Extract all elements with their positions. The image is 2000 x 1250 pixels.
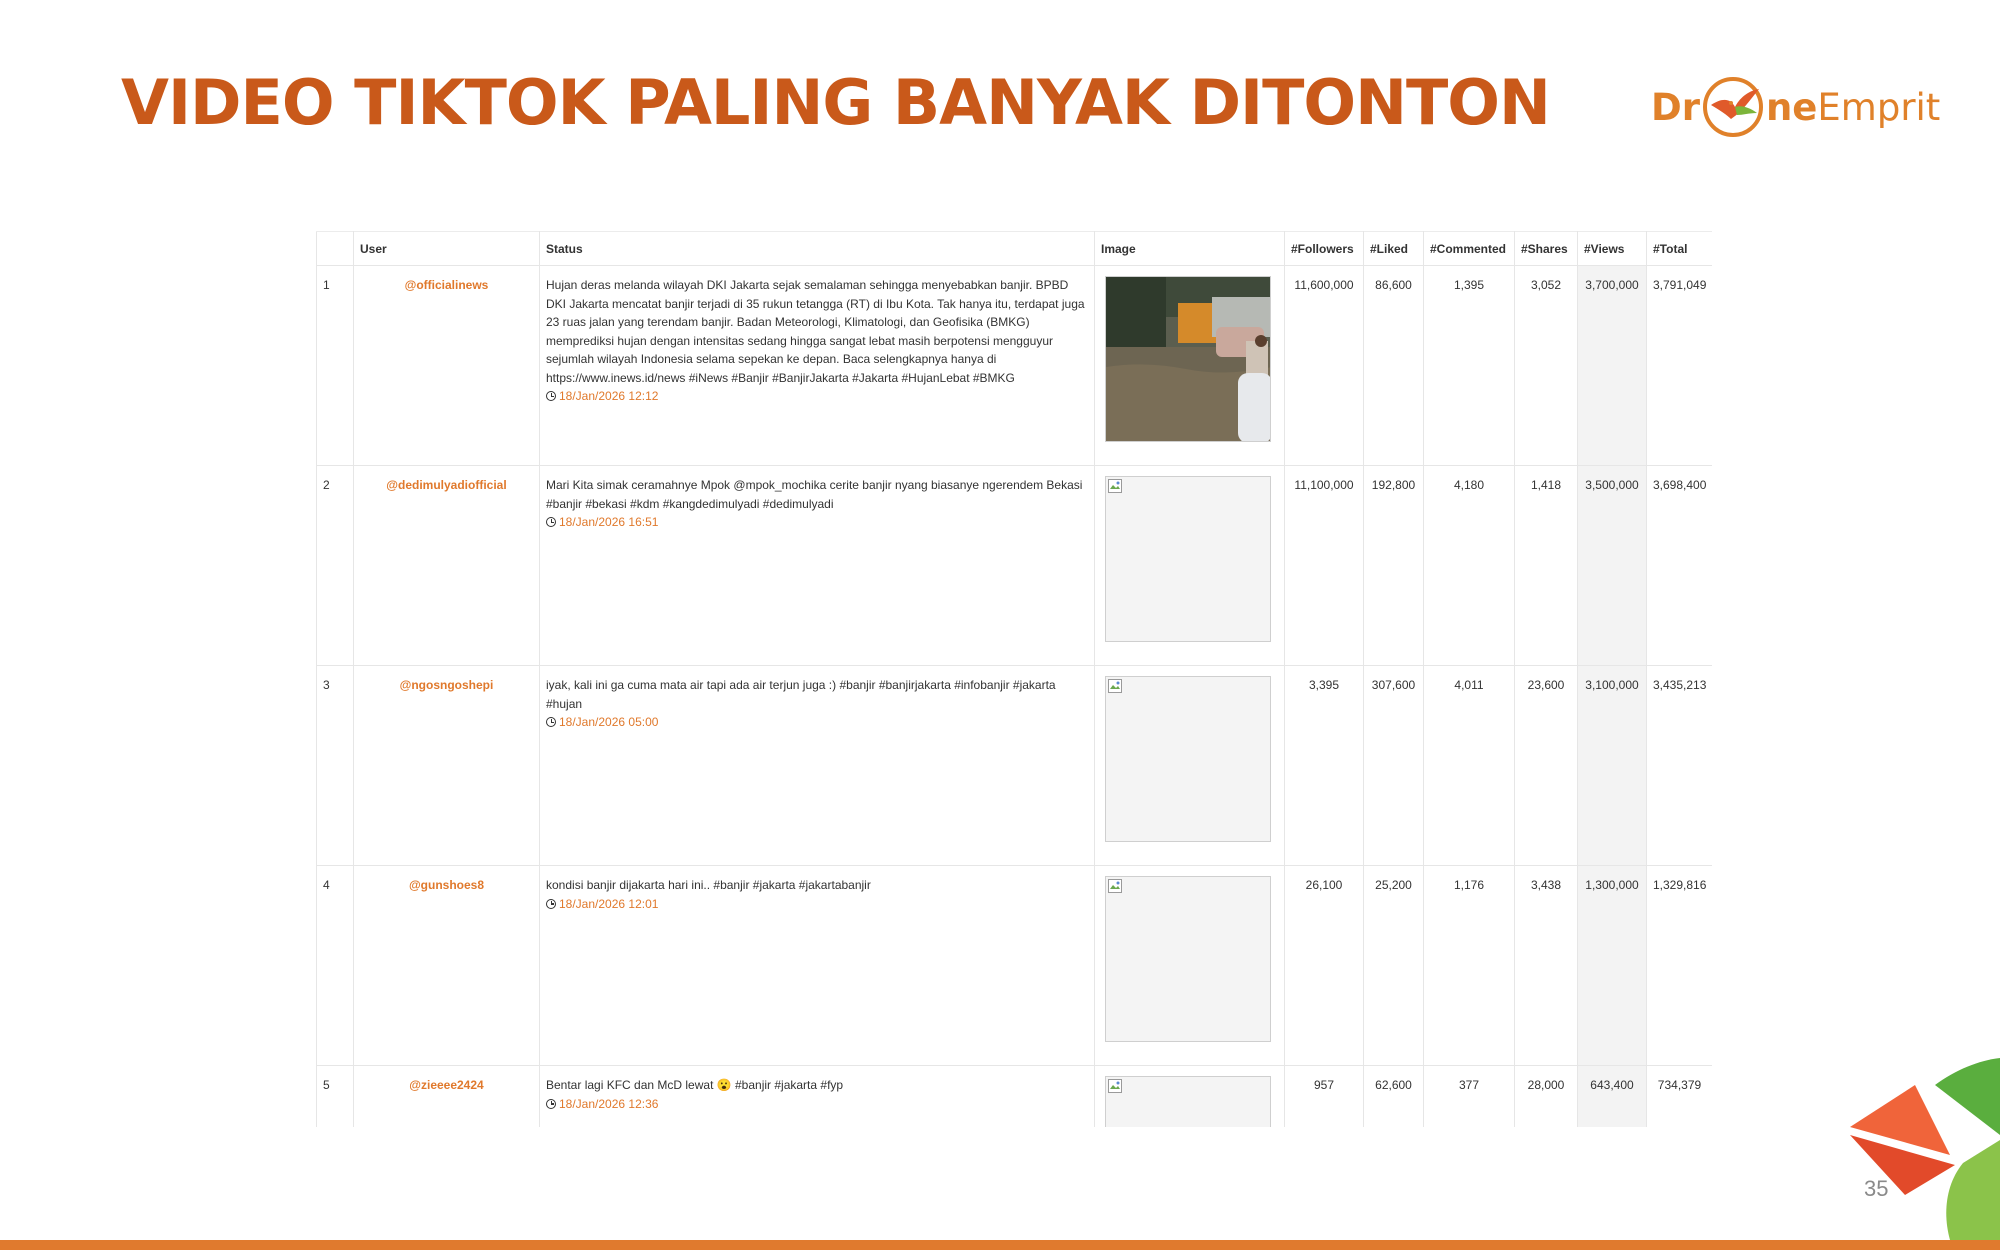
header-commented[interactable]: #Commented bbox=[1424, 232, 1515, 266]
drone-emprit-logo bbox=[1651, 72, 1940, 142]
table-row bbox=[317, 1066, 1713, 1128]
status-text: Bentar lagi KFC dan McD lewat 😮 #banjir #jakarta #fyp bbox=[546, 1078, 844, 1092]
page-number: 35 bbox=[1864, 1176, 1889, 1201]
table-row bbox=[317, 266, 1713, 466]
image-cell bbox=[1095, 666, 1285, 866]
row-index: 1 bbox=[317, 266, 354, 466]
row-index: 2 bbox=[317, 466, 354, 666]
shares-cell: 3,438 bbox=[1515, 866, 1578, 1066]
broken-image-icon bbox=[1108, 1079, 1122, 1093]
clock-icon bbox=[546, 899, 556, 909]
commented-cell: 4,180 bbox=[1424, 466, 1515, 666]
views-cell: 3,700,000 bbox=[1578, 266, 1647, 466]
total-cell: 3,698,400 bbox=[1647, 466, 1713, 666]
logo-text-ne: ne bbox=[1765, 85, 1818, 129]
views-cell: 3,500,000 bbox=[1578, 466, 1647, 666]
timestamp-text[interactable]: 18/Jan/2026 12:01 bbox=[559, 896, 659, 911]
corner-decoration bbox=[1845, 1055, 2000, 1240]
row-index: 4 bbox=[317, 866, 354, 1066]
clock-icon bbox=[546, 1099, 556, 1109]
table-row bbox=[317, 866, 1713, 1066]
shares-cell: 1,418 bbox=[1515, 466, 1578, 666]
tiktok-videos-table bbox=[316, 231, 1712, 1127]
commented-cell: 1,176 bbox=[1424, 866, 1515, 1066]
broken-image-icon bbox=[1108, 879, 1122, 893]
liked-cell: 25,200 bbox=[1364, 866, 1424, 1066]
user-link[interactable]: @ngosngoshepi bbox=[399, 678, 494, 692]
followers-cell: 11,100,000 bbox=[1285, 466, 1364, 666]
timestamp-text[interactable]: 18/Jan/2026 05:00 bbox=[559, 715, 659, 729]
image-cell bbox=[1095, 866, 1285, 1066]
logo-text-dr: Dr bbox=[1651, 85, 1700, 129]
table-row bbox=[317, 466, 1713, 666]
liked-cell: 307,600 bbox=[1364, 666, 1424, 866]
header-views[interactable]: #Views bbox=[1578, 232, 1647, 266]
shares-cell: 3,052 bbox=[1515, 266, 1578, 466]
timestamp bbox=[546, 713, 1088, 732]
timestamp bbox=[546, 387, 1088, 406]
row-index: 3 bbox=[317, 666, 354, 866]
views-cell: 1,300,000 bbox=[1578, 866, 1647, 1066]
user-link[interactable]: @dedimulyadiofficial bbox=[386, 478, 507, 492]
timestamp-text[interactable]: 18/Jan/2026 12:36 bbox=[559, 1096, 659, 1111]
shares-cell: 23,600 bbox=[1515, 666, 1578, 866]
clock-icon bbox=[546, 717, 556, 727]
status-cell bbox=[540, 866, 1095, 1066]
broken-image-icon bbox=[1108, 679, 1122, 693]
user-link[interactable]: @gunshoes8 bbox=[408, 878, 485, 892]
status-cell bbox=[540, 466, 1095, 666]
user-cell bbox=[354, 466, 540, 666]
header-user[interactable]: User bbox=[354, 232, 540, 266]
followers-cell: 957 bbox=[1285, 1066, 1364, 1128]
header-total[interactable]: #Total bbox=[1647, 232, 1713, 266]
total-cell: 1,329,816 bbox=[1647, 866, 1713, 1066]
total-cell: 734,379 bbox=[1647, 1066, 1713, 1128]
slide-title: VIDEO TIKTOK PALING BANYAK DITONTON bbox=[121, 66, 1550, 139]
image-cell bbox=[1095, 266, 1285, 466]
timestamp bbox=[546, 895, 1088, 914]
flooded-street-image bbox=[1106, 277, 1271, 442]
video-thumbnail[interactable] bbox=[1105, 676, 1271, 842]
row-index: 5 bbox=[317, 1066, 354, 1128]
followers-cell: 26,100 bbox=[1285, 866, 1364, 1066]
shares-cell: 28,000 bbox=[1515, 1066, 1578, 1128]
logo-text-emprit: Emprit bbox=[1817, 85, 1941, 129]
video-thumbnail[interactable] bbox=[1105, 276, 1271, 442]
bird-in-circle-icon bbox=[1701, 75, 1765, 139]
status-text: kondisi banjir dijakarta hari ini.. #banjir #jakarta #jakartabanjir bbox=[546, 878, 871, 892]
header-status[interactable]: Status bbox=[540, 232, 1095, 266]
header-shares[interactable]: #Shares bbox=[1515, 232, 1578, 266]
status-cell bbox=[540, 666, 1095, 866]
image-cell bbox=[1095, 466, 1285, 666]
status-cell bbox=[540, 266, 1095, 466]
video-thumbnail[interactable] bbox=[1105, 476, 1271, 642]
clock-icon bbox=[546, 517, 556, 527]
timestamp-text[interactable]: 18/Jan/2026 16:51 bbox=[559, 515, 659, 529]
liked-cell: 192,800 bbox=[1364, 466, 1424, 666]
followers-cell: 3,395 bbox=[1285, 666, 1364, 866]
timestamp bbox=[546, 1095, 1088, 1114]
timestamp bbox=[546, 513, 1088, 532]
views-cell: 643,400 bbox=[1578, 1066, 1647, 1128]
commented-cell: 377 bbox=[1424, 1066, 1515, 1128]
liked-cell: 62,600 bbox=[1364, 1066, 1424, 1128]
commented-cell: 1,395 bbox=[1424, 266, 1515, 466]
status-cell bbox=[540, 1066, 1095, 1128]
user-cell bbox=[354, 1066, 540, 1128]
bottom-accent-bar bbox=[0, 1240, 2000, 1250]
clock-icon bbox=[546, 391, 556, 401]
status-text: iyak, kali ini ga cuma mata air tapi ada air terjun juga :) #banjir #banjirjakarta #infobanjir #jakarta #hujan bbox=[546, 678, 1056, 711]
video-thumbnail[interactable] bbox=[1105, 1076, 1271, 1127]
user-cell bbox=[354, 666, 540, 866]
table-row bbox=[317, 666, 1713, 866]
status-text: Hujan deras melanda wilayah DKI Jakarta sejak semalaman sehingga menyebabkan banjir. BPBD DKI Jakarta mencatat banjir terjadi di 35 rukun tetangga (RT) di Ibu Kota. Tak hanya itu, terdapat juga 23 ruas jalan yang terendam banjir. Badan Meteorologi, Klimatologi, dan Geofisika (BMKG) memprediksi hujan dengan intensitas sedang hingga sangat lebat masih berpotensi mengguyur sejumlah wilayah Indonesia selama sepekan ke depan. Baca selengkapnya hanya di https://www.inews.id/news #iNews #Banjir #BanjirJakarta #Jakarta #HujanLebat #BMKG bbox=[546, 278, 1085, 385]
header-followers[interactable]: #Followers bbox=[1285, 232, 1364, 266]
followers-cell: 11,600,000 bbox=[1285, 266, 1364, 466]
header-index[interactable] bbox=[317, 232, 354, 266]
user-cell bbox=[354, 266, 540, 466]
table-header-row bbox=[317, 232, 1713, 266]
commented-cell: 4,011 bbox=[1424, 666, 1515, 866]
user-link[interactable]: @zieeee2424 bbox=[409, 1078, 484, 1092]
image-cell bbox=[1095, 1066, 1285, 1128]
liked-cell: 86,600 bbox=[1364, 266, 1424, 466]
total-cell: 3,435,213 bbox=[1647, 666, 1713, 866]
video-thumbnail[interactable] bbox=[1105, 876, 1271, 1042]
total-cell: 3,791,049 bbox=[1647, 266, 1713, 466]
user-cell bbox=[354, 866, 540, 1066]
user-link[interactable]: @officialinews bbox=[404, 278, 489, 292]
status-text: Mari Kita simak ceramahnye Mpok @mpok_mochika cerite banjir nyang biasanye ngerendem Bekasi #banjir #bekasi #kdm #kangdedimulyadi #dedimulyadi bbox=[546, 478, 1083, 511]
header-image[interactable]: Image bbox=[1095, 232, 1285, 266]
header-liked[interactable]: #Liked bbox=[1364, 232, 1424, 266]
views-cell: 3,100,000 bbox=[1578, 666, 1647, 866]
broken-image-icon bbox=[1108, 479, 1122, 493]
timestamp-text[interactable]: 18/Jan/2026 12:12 bbox=[559, 389, 659, 403]
